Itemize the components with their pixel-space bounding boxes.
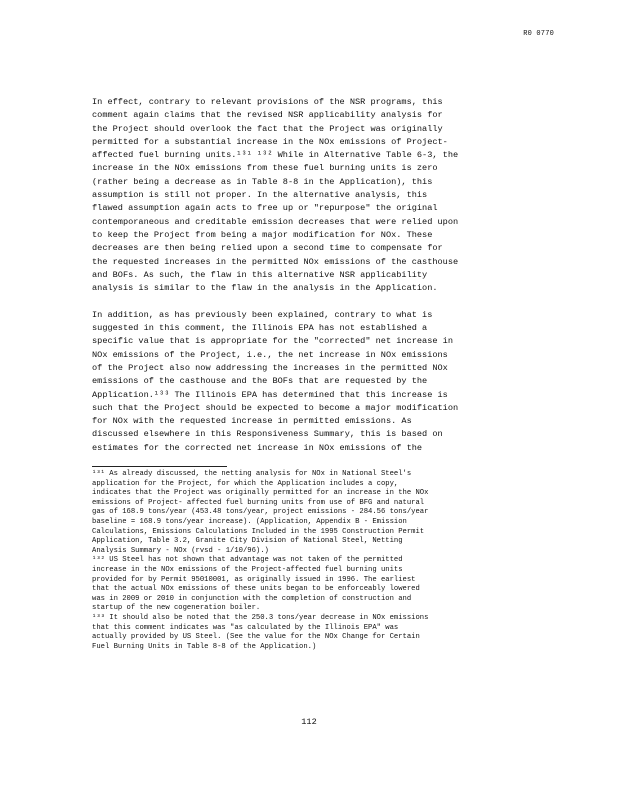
text-line: emissions of the casthouse and the BOFs that are requested by the [92, 376, 428, 387]
footnote-133 [92, 614, 532, 652]
body-text [92, 96, 530, 468]
text-line: such that the Project should be expected to become a major modification [92, 402, 459, 413]
text-line: of the Project also now addressing the increases in the permitted NOx [92, 362, 448, 373]
footnote-line: gas of 168.9 tons/year (453.48 tons/year, project emissions - 284.56 tons/year [92, 508, 429, 517]
footnote-132 [92, 556, 532, 614]
footnote-131 [92, 470, 532, 556]
text-line: for NOx with the requested increase in permitted emissions. As [92, 416, 412, 427]
footnote-line: startup of the new cogeneration boiler. [92, 604, 261, 613]
footnote-line: actually provided by US Steel. (See the value for the NOx Change for Certain [92, 633, 420, 642]
footnote-line: Analysis Summary - NOx (rvsd - 1/10/96).) [92, 546, 269, 555]
footnote-line: that the actual NOx emissions of these units began to be enforceably lowered [92, 585, 420, 594]
footnote-line: ¹³³ It should also be noted that the 250.3 tons/year decrease in NOx emissions [92, 613, 429, 622]
text-line: In addition, as has previously been explained, contrary to what is [92, 309, 433, 320]
document-id: R0 0770 [523, 30, 554, 38]
footnote-line: was in 2009 or 2010 in conjunction with the completion of construction and [92, 594, 412, 603]
footnote-line: increase in the NOx emissions of the Project-affected fuel burning units [92, 565, 403, 574]
text-line: to keep the Project from being a major modification for NOx. These [92, 229, 433, 240]
footnote-separator [92, 466, 227, 467]
text-line: increase in the NOx emissions from these fuel burning units is zero [92, 163, 438, 174]
text-line: permitted for a substantial increase in the NOx emissions of Project- [92, 136, 448, 147]
text-line: In effect, contrary to relevant provisions of the NSR programs, this [92, 97, 443, 107]
text-line: (rather being a decrease as in Table 8-8 in the Application), this [92, 176, 433, 187]
text-line: suggested in this comment, the Illinois EPA has not established a [92, 323, 428, 334]
text-line: specific value that is appropriate for the "corrected" net increase in [92, 336, 453, 347]
page-number: 112 [301, 717, 317, 727]
paragraph-1 [92, 96, 530, 295]
text-line: assumption is still not proper. In the alternative analysis, this [92, 190, 428, 201]
footnotes [92, 470, 532, 652]
text-line: estimates for the corrected net increase in NOx emissions of the [92, 442, 423, 453]
text-line: Application.¹³³ The Illinois EPA has determined that this increase is [92, 389, 448, 400]
footnote-line: provided for by Permit 95010001, as originally issued in 1996. The earliest [92, 575, 416, 584]
paragraph-2 [92, 309, 530, 455]
text-line: the requested increases in the permitted NOx emissions of the casthouse [92, 256, 459, 267]
footnote-line: Fuel Burning Units in Table 8-8 of the Application.) [92, 642, 317, 651]
text-line: the Project should overlook the fact that the Project was originally [92, 123, 443, 134]
footnote-line: emissions of Project- affected fuel burning units from use of BFG and natural [92, 498, 425, 507]
text-line: affected fuel burning units.¹³¹ ¹³² While in Alternative Table 6-3, the [92, 150, 459, 161]
text-line: flawed assumption again acts to free up or "repurpose" the original [92, 203, 438, 214]
footnote-line: that this comment indicates was "as calculated by the Illinois EPA" was [92, 623, 399, 632]
text-line: analysis is similar to the flaw in the analysis in the Application. [92, 283, 438, 294]
text-line: NOx emissions of the Project, i.e., the net increase in NOx emissions [92, 349, 448, 360]
footnote-line: ¹³² US Steel has not shown that advantage was not taken of the permitted [92, 556, 403, 565]
footnote-line: application for the Project, for which the Application includes a copy, [92, 479, 399, 488]
text-line: decreases are then being relied upon a second time to compensate for [92, 243, 443, 254]
footnote-line: baseline = 168.9 tons/year increase). (Application, Appendix B - Emission [92, 517, 407, 526]
footnote-line: Calculations, Emissions Calculations Included in the 1995 Construction Permit [92, 527, 425, 536]
text-line: discussed elsewhere in this Responsiveness Summary, this is based on [92, 429, 443, 440]
text-line: and BOFs. As such, the flaw in this alternative NSR applicability [92, 269, 428, 280]
footnote-line: indicates that the Project was originally permitted for an increase in the NOx [92, 489, 429, 498]
text-line: comment again claims that the revised NSR applicability analysis for [92, 110, 443, 121]
footnote-line: ¹³¹ As already discussed, the netting analysis for NOx in National Steel's [92, 470, 412, 478]
text-line: contemporaneous and creditable emission decreases that were relied upon [92, 216, 459, 227]
footnote-line: Application, Table 3.2, Granite City Division of National Steel, Netting [92, 537, 403, 546]
